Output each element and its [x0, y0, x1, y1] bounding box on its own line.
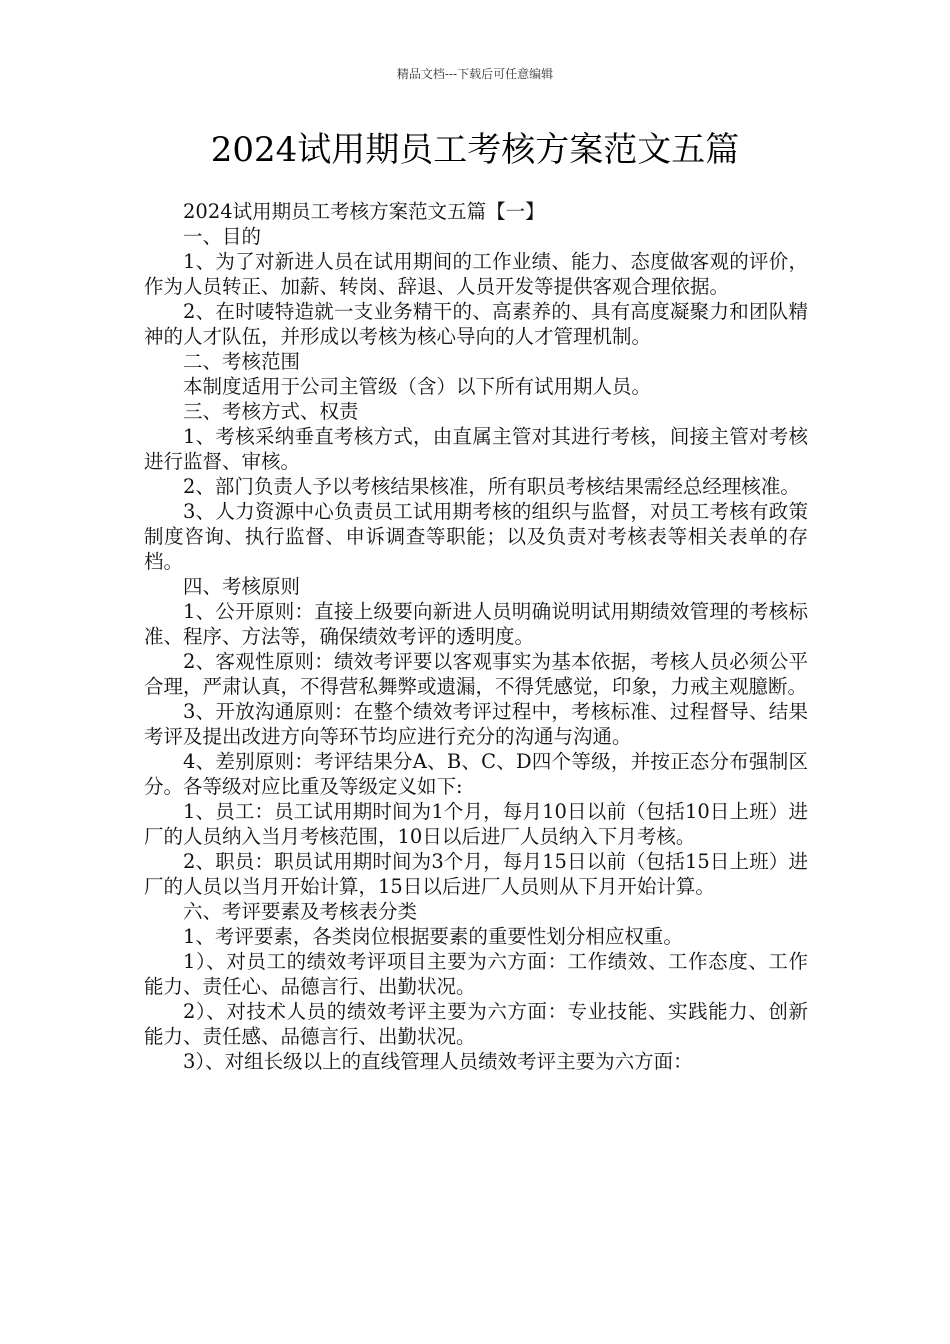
section-heading: 2024试用期员工考核方案范文五篇【一】 — [183, 200, 545, 223]
section-heading: 二、考核范围 — [183, 350, 301, 373]
paragraph: 1、考核采纳垂直考核方式，由直属主管对其进行考核，间接主管对考核进行监督、审核。 — [144, 425, 808, 473]
paragraph: 4、差别原则：考评结果分A、B、C、D四个等级，并按正态分布强制区分。各等级对应比重及等级定义如下: — [144, 750, 808, 798]
paragraph: 2、客观性原则：绩效考评要以客观事实为基本依据，考核人员必须公平合理，严肃认真，不得营私舞弊或遗漏，不得凭感觉，印象，力戒主观臆断。 — [144, 650, 808, 698]
paragraph: 2）、对技术人员的绩效考评主要为六方面：专业技能、实践能力、创新能力、责任感、品德言行、出勤状况。 — [144, 1000, 808, 1048]
paragraph: 3）、对组长级以上的直线管理人员绩效考评主要为六方面： — [183, 1050, 693, 1073]
paragraph: 1）、对员工的绩效考评项目主要为六方面：工作绩效、工作态度、工作能力、责任心、品德言行、出勤状况。 — [144, 950, 808, 998]
paragraph: 2、在时唛特造就一支业务精干的、高素养的、具有高度凝聚力和团队精神的人才队伍，并形成以考核为核心导向的人才管理机制。 — [144, 300, 808, 348]
section-heading: 四、考核原则 — [183, 575, 301, 598]
document-body — [144, 199, 808, 1074]
page-header: 精品文档---下载后可任意编辑 — [396, 67, 554, 81]
paragraph: 1、公开原则：直接上级要向新进人员明确说明试用期绩效管理的考核标准、程序、方法等，确保绩效考评的透明度。 — [144, 600, 808, 648]
paragraph: 1、为了对新进人员在试用期间的工作业绩、能力、态度做客观的评价，作为人员转正、加薪、转岗、辞退、人员开发等提供客观合理依据。 — [144, 250, 808, 298]
paragraph: 3、人力资源中心负责员工试用期考核的组织与监督，对员工考核有政策制度咨询、执行监督、申诉调查等职能；以及负责对考核表等相关表单的存档。 — [144, 500, 808, 573]
paragraph: 2、部门负责人予以考核结果核准，所有职员考核结果需经总经理核准。 — [183, 475, 800, 498]
paragraph: 1、员工：员工试用期时间为1个月，每月10日以前（包括10日上班）进厂的人员纳入当月考核范围，10日以后进厂人员纳入下月考核。 — [144, 800, 808, 848]
paragraph: 本制度适用于公司主管级（含）以下所有试用期人员。 — [183, 375, 652, 398]
section-heading: 六、考评要素及考核表分类 — [183, 900, 418, 923]
document-title: 2024试用期员工考核方案范文五篇 — [210, 130, 740, 170]
paragraph: 1、考评要素，各类岗位根据要素的重要性划分相应权重。 — [183, 925, 683, 948]
paragraph: 3、开放沟通原则：在整个绩效考评过程中，考核标准、过程督导、结果考评及提出改进方向等环节均应进行充分的沟通与沟通。 — [144, 700, 808, 748]
section-heading: 三、考核方式、权责 — [183, 400, 359, 423]
paragraph: 2、职员：职员试用期时间为3个月，每月15日以前（包括15日上班）进厂的人员以当月开始计算，15日以后进厂人员则从下月开始计算。 — [144, 850, 808, 898]
section-heading: 一、目的 — [183, 225, 262, 248]
